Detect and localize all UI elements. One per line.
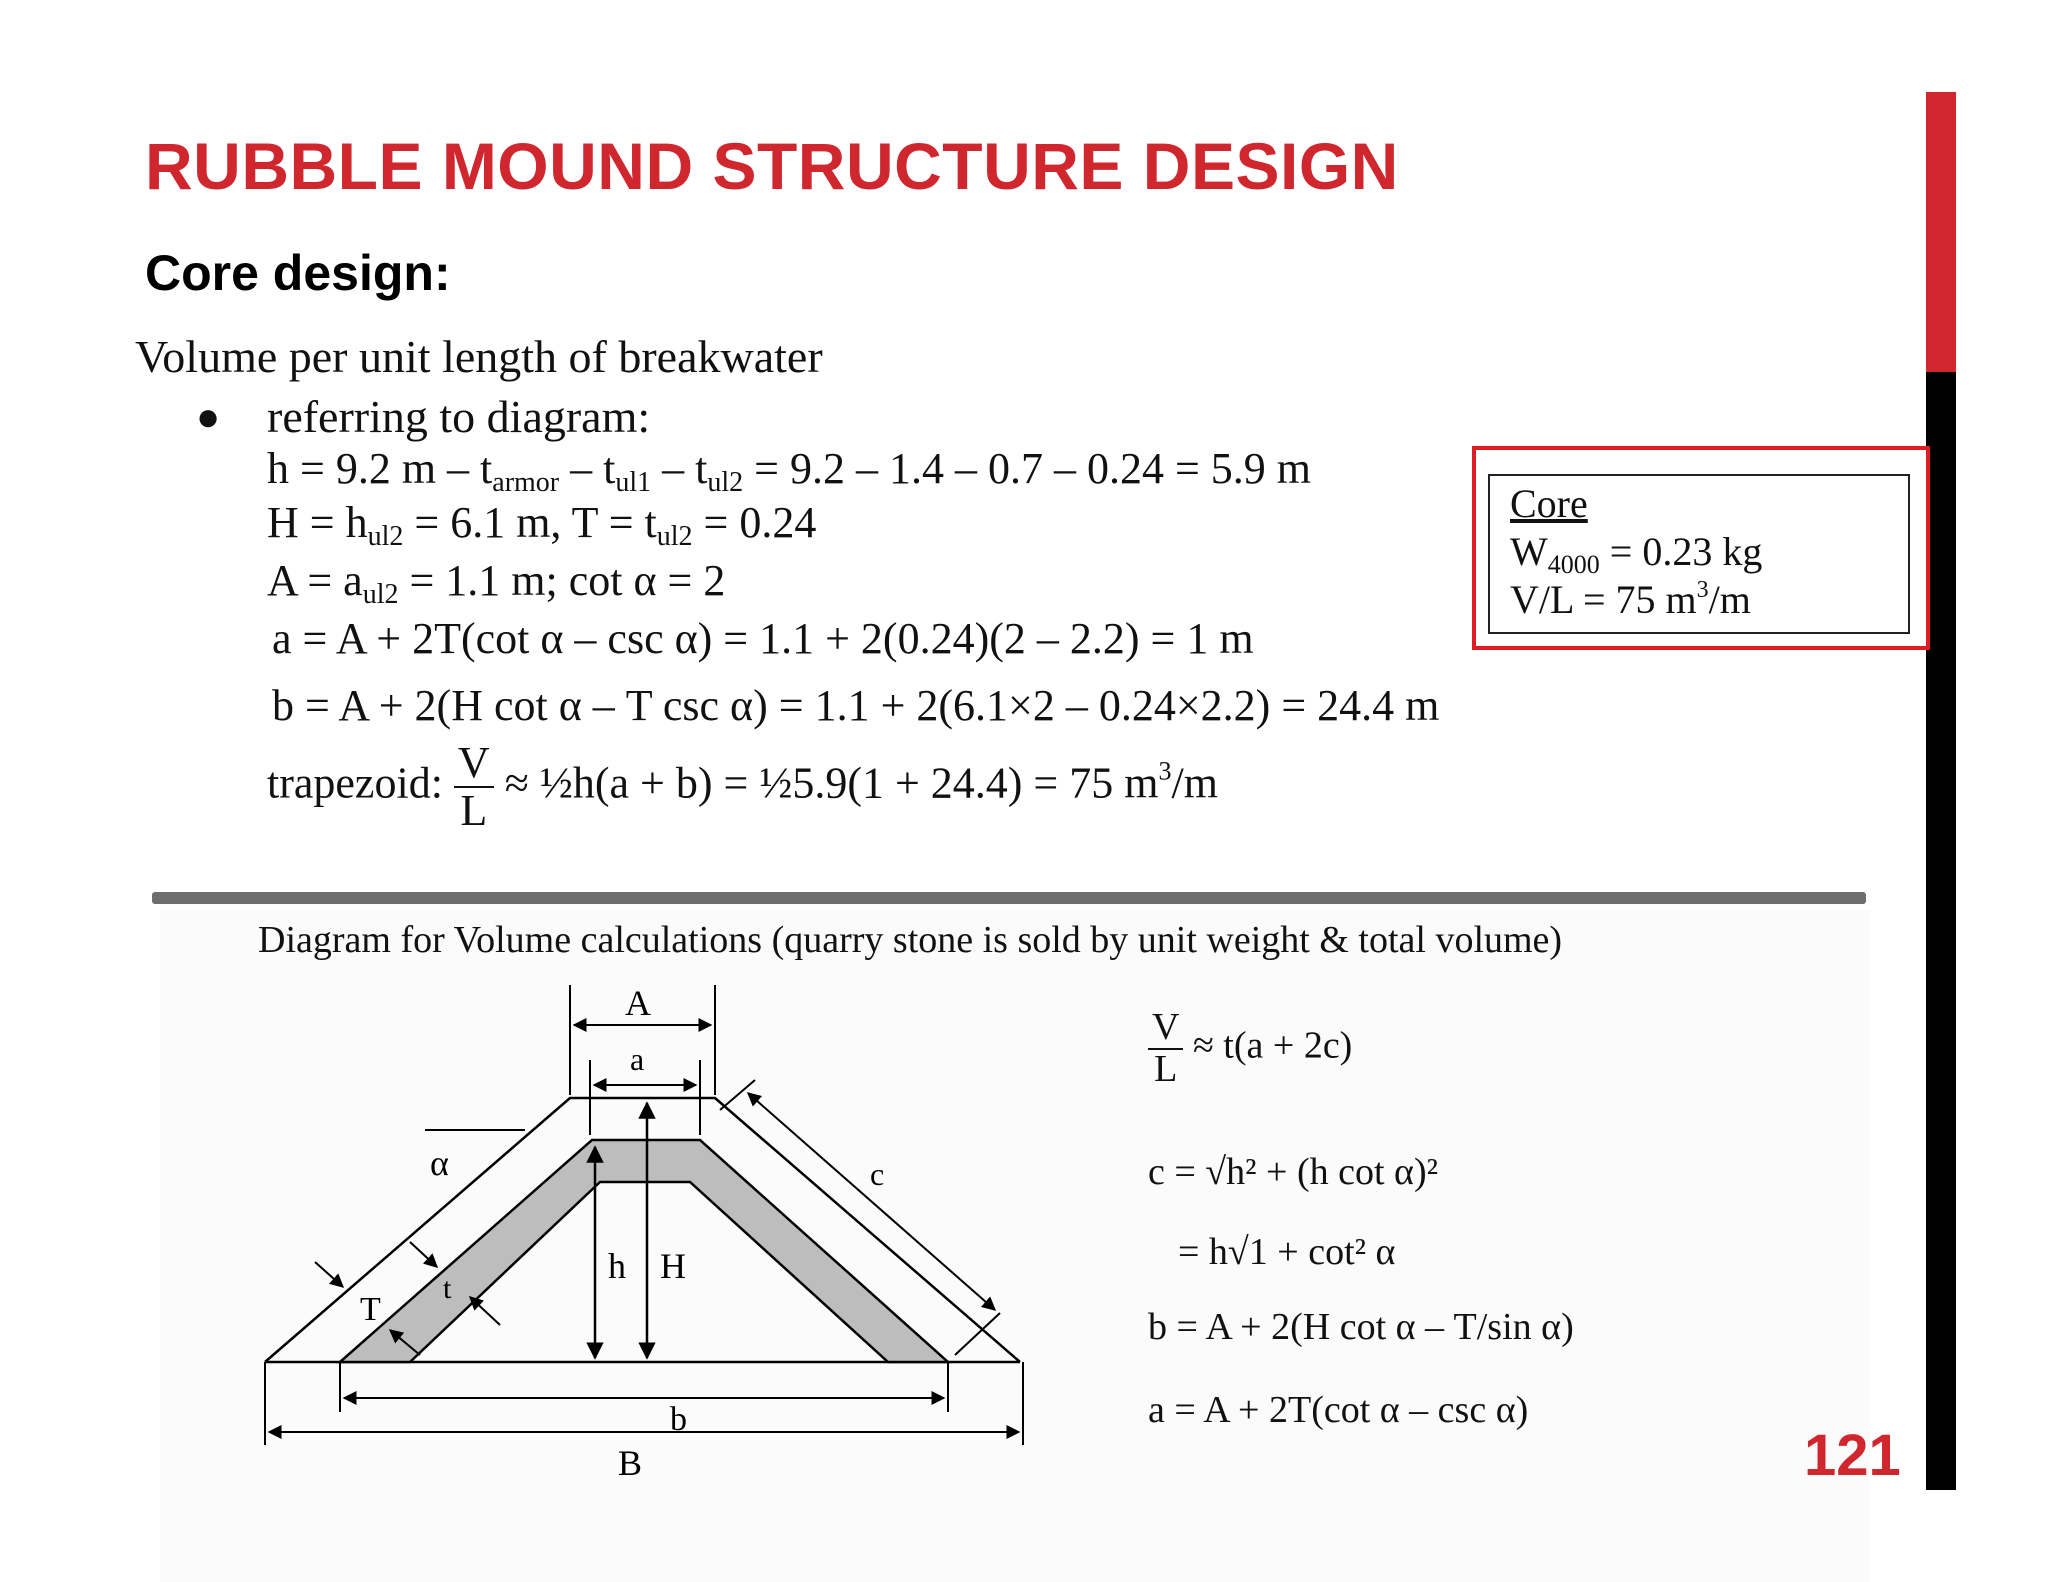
formula-c-simplified: = h√1 + cot² α <box>1178 1231 1396 1273</box>
label-b: b <box>670 1401 687 1438</box>
label-a: a <box>630 1041 645 1077</box>
label-H: H <box>660 1246 686 1286</box>
section-subtitle: Core design: <box>145 245 451 301</box>
label-B: B <box>618 1443 643 1483</box>
label-t: t <box>443 1272 452 1305</box>
bullet-dot: ● <box>196 394 221 439</box>
label-c: c <box>870 1156 885 1192</box>
bullet-text: referring to diagram: <box>267 391 651 442</box>
fraction-v-over-l: $\frac{V}{L}$ <box>454 740 494 834</box>
intro-text: Volume per unit length of breakwater <box>135 331 823 382</box>
diagram-caption: Diagram for Volume calculations (quarry stone is sold by unit weight & total volume) <box>258 919 1563 961</box>
label-alpha: α <box>430 1143 449 1183</box>
equation-h: h = 9.2 $m - t_{armor} - t_{ul1} - t_{ul2} = 9.2 - 1.4 - 0.7 - 0.24 = 5.9$ m <box>267 444 1312 498</box>
equation-trapezoid: trapezoid: $\frac{V}{L}$ ≈ ½h(a + b) = ½5.9(1 + 24.4) = 75 $m^3/m$ <box>267 738 1218 836</box>
slide-title: RUBBLE MOUND STRUCTURE DESIGN <box>145 129 1399 203</box>
equation-a: a = A + 2T(cot α – csc α) = 1.1 + 2(0.24)(2 – 2.2) = 1 m <box>272 614 1254 663</box>
equation-b: b = A + 2(H cot α – T csc α) = 1.1 + 2(6.1×2 – 0.24×2.2) = 24.4 m <box>272 681 1440 730</box>
formula-a: a = A + 2T(cot α – csc α) <box>1148 1389 1529 1431</box>
page-number: 121 <box>1804 1423 1901 1488</box>
core-volume: V/L = 75 $m^3/m$ <box>1510 577 1751 622</box>
thickness-t-arrow-upper <box>410 1242 437 1267</box>
label-A: A <box>625 983 651 1023</box>
label-h: h <box>608 1246 626 1286</box>
formula-b: b = A + 2(H cot α – T/sin α) <box>1148 1306 1574 1348</box>
label-T: T <box>360 1291 381 1328</box>
formula-c: c = √h² + (h cot α)² <box>1148 1151 1439 1193</box>
thickness-t-arrow-lower <box>470 1297 500 1325</box>
equation-A: $A = a_{ul2} = 1.1$ m; cot α = 2 <box>267 556 726 610</box>
core-weight: $W_{4000} = 0.23$ kg <box>1510 529 1763 579</box>
thickness-T-arrow-upper <box>315 1262 343 1287</box>
core-heading: Core <box>1510 481 1588 526</box>
dimension-c-arrow <box>748 1093 995 1310</box>
formula-v-over-l: $\frac{V}{L}$ ≈ t(a + 2c) <box>1148 1008 1352 1090</box>
equation-H: $H = h_{ul2} = 6.1$ m, $T = t_{ul2} = 0.24$ <box>267 498 817 552</box>
